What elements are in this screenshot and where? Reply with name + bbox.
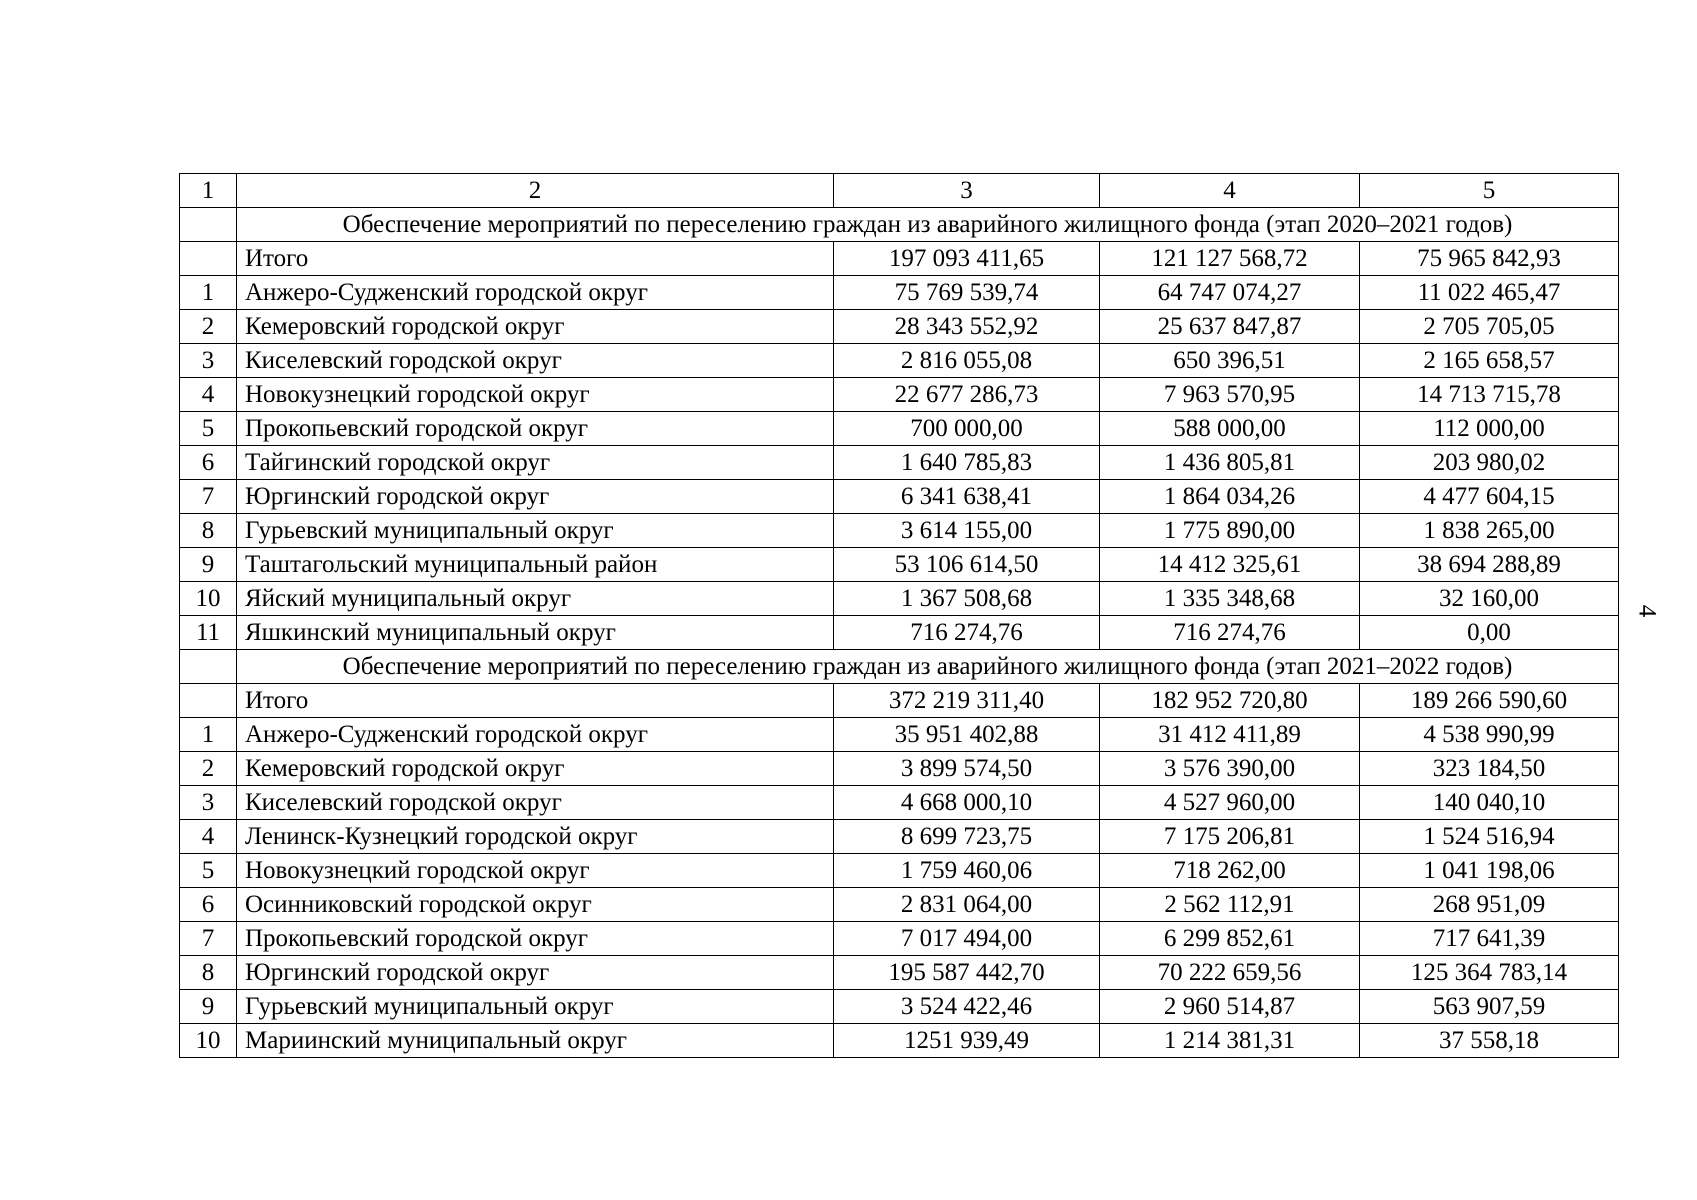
table-row [180, 718, 1619, 752]
row-number: 9 [180, 990, 237, 1024]
value-col3: 1 367 508,68 [834, 582, 1100, 616]
value-col5: 11 022 465,47 [1360, 276, 1619, 310]
total-number-cell [180, 684, 237, 718]
row-number: 3 [180, 786, 237, 820]
total-label: Итого [237, 684, 834, 718]
total-number-cell [180, 242, 237, 276]
value-col4: 25 637 847,87 [1100, 310, 1360, 344]
value-col5: 2 705 705,05 [1360, 310, 1619, 344]
value-col4: 14 412 325,61 [1100, 548, 1360, 582]
value-col4: 4 527 960,00 [1100, 786, 1360, 820]
municipality-name: Яшкинский муниципальный округ [237, 616, 834, 650]
municipality-name: Тайгинский городской округ [237, 446, 834, 480]
row-number: 9 [180, 548, 237, 582]
municipality-name: Ленинск-Кузнецкий городской округ [237, 820, 834, 854]
value-col5: 112 000,00 [1360, 412, 1619, 446]
table-row [180, 514, 1619, 548]
table-row [180, 854, 1619, 888]
municipality-name: Анжеро-Судженский городской округ [237, 718, 834, 752]
table-row [180, 480, 1619, 514]
section-title: Обеспечение мероприятий по переселению граждан из аварийного жилищного фонда (этап 2021–2022 годов) [237, 650, 1619, 684]
value-col3: 1 759 460,06 [834, 854, 1100, 888]
total-row [180, 242, 1619, 276]
column-header-5: 5 [1360, 174, 1619, 208]
table-row [180, 412, 1619, 446]
table-row [180, 820, 1619, 854]
value-col5: 717 641,39 [1360, 922, 1619, 956]
total-value-col4: 121 127 568,72 [1100, 242, 1360, 276]
value-col3: 8 699 723,75 [834, 820, 1100, 854]
municipality-name: Гурьевский муниципальный округ [237, 990, 834, 1024]
value-col4: 7 175 206,81 [1100, 820, 1360, 854]
municipality-name: Прокопьевский городской округ [237, 922, 834, 956]
value-col5: 2 165 658,57 [1360, 344, 1619, 378]
municipality-name: Осинниковский городской округ [237, 888, 834, 922]
column-header-2: 2 [237, 174, 834, 208]
row-number: 1 [180, 718, 237, 752]
table-row [180, 582, 1619, 616]
value-col5: 1 041 198,06 [1360, 854, 1619, 888]
table-row [180, 378, 1619, 412]
value-col5: 203 980,02 [1360, 446, 1619, 480]
total-value-col3: 372 219 311,40 [834, 684, 1100, 718]
value-col4: 1 864 034,26 [1100, 480, 1360, 514]
municipality-name: Мариинский муниципальный округ [237, 1024, 834, 1058]
value-col4: 650 396,51 [1100, 344, 1360, 378]
value-col3: 7 017 494,00 [834, 922, 1100, 956]
table-row [180, 446, 1619, 480]
value-col4: 2 960 514,87 [1100, 990, 1360, 1024]
table-row [180, 1024, 1619, 1058]
row-number: 10 [180, 582, 237, 616]
municipality-name: Таштагольский муниципальный район [237, 548, 834, 582]
row-number: 2 [180, 752, 237, 786]
row-number: 8 [180, 956, 237, 990]
value-col3: 3 899 574,50 [834, 752, 1100, 786]
value-col5: 4 477 604,15 [1360, 480, 1619, 514]
municipality-name: Киселевский городской округ [237, 344, 834, 378]
row-number: 11 [180, 616, 237, 650]
value-col3: 1 640 785,83 [834, 446, 1100, 480]
municipality-name: Анжеро-Судженский городской округ [237, 276, 834, 310]
row-number: 2 [180, 310, 237, 344]
table-row [180, 990, 1619, 1024]
table-row [180, 922, 1619, 956]
value-col5: 38 694 288,89 [1360, 548, 1619, 582]
table-row [180, 786, 1619, 820]
value-col4: 2 562 112,91 [1100, 888, 1360, 922]
table-row [180, 752, 1619, 786]
row-number: 5 [180, 412, 237, 446]
row-number: 1 [180, 276, 237, 310]
value-col3: 6 341 638,41 [834, 480, 1100, 514]
value-col3: 1251 939,49 [834, 1024, 1100, 1058]
value-col5: 1 524 516,94 [1360, 820, 1619, 854]
value-col5: 37 558,18 [1360, 1024, 1619, 1058]
value-col4: 1 214 381,31 [1100, 1024, 1360, 1058]
municipality-name: Новокузнецкий городской округ [237, 378, 834, 412]
row-number: 3 [180, 344, 237, 378]
value-col4: 64 747 074,27 [1100, 276, 1360, 310]
value-col4: 6 299 852,61 [1100, 922, 1360, 956]
section-number-cell [180, 208, 237, 242]
value-col4: 1 436 805,81 [1100, 446, 1360, 480]
municipality-name: Прокопьевский городской округ [237, 412, 834, 446]
section-title: Обеспечение мероприятий по переселению граждан из аварийного жилищного фонда (этап 2020–2021 годов) [237, 208, 1619, 242]
value-col3: 700 000,00 [834, 412, 1100, 446]
municipality-name: Юргинский городской округ [237, 956, 834, 990]
row-number: 10 [180, 1024, 237, 1058]
table-row [180, 956, 1619, 990]
column-header-4: 4 [1100, 174, 1360, 208]
column-number-header-row [180, 174, 1619, 208]
value-col3: 716 274,76 [834, 616, 1100, 650]
value-col5: 140 040,10 [1360, 786, 1619, 820]
municipality-name: Юргинский городской округ [237, 480, 834, 514]
value-col5: 323 184,50 [1360, 752, 1619, 786]
value-col3: 3 524 422,46 [834, 990, 1100, 1024]
municipality-name: Новокузнецкий городской округ [237, 854, 834, 888]
municipality-name: Яйский муниципальный округ [237, 582, 834, 616]
value-col3: 2 831 064,00 [834, 888, 1100, 922]
municipality-name: Кемеровский городской округ [237, 752, 834, 786]
total-row [180, 684, 1619, 718]
total-value-col5: 75 965 842,93 [1360, 242, 1619, 276]
value-col4: 31 412 411,89 [1100, 718, 1360, 752]
row-number: 4 [180, 378, 237, 412]
value-col4: 588 000,00 [1100, 412, 1360, 446]
row-number: 7 [180, 922, 237, 956]
column-header-1: 1 [180, 174, 237, 208]
value-col4: 718 262,00 [1100, 854, 1360, 888]
municipality-name: Кемеровский городской округ [237, 310, 834, 344]
value-col4: 3 576 390,00 [1100, 752, 1360, 786]
value-col3: 22 677 286,73 [834, 378, 1100, 412]
value-col3: 28 343 552,92 [834, 310, 1100, 344]
table-row [180, 344, 1619, 378]
value-col5: 563 907,59 [1360, 990, 1619, 1024]
value-col3: 4 668 000,10 [834, 786, 1100, 820]
municipality-name: Киселевский городской округ [237, 786, 834, 820]
value-col4: 70 222 659,56 [1100, 956, 1360, 990]
total-value-col3: 197 093 411,65 [834, 242, 1100, 276]
table-row [180, 548, 1619, 582]
value-col4: 7 963 570,95 [1100, 378, 1360, 412]
value-col4: 1 775 890,00 [1100, 514, 1360, 548]
value-col5: 0,00 [1360, 616, 1619, 650]
column-header-3: 3 [834, 174, 1100, 208]
total-value-col4: 182 952 720,80 [1100, 684, 1360, 718]
section-number-cell [180, 650, 237, 684]
table-row [180, 276, 1619, 310]
row-number: 7 [180, 480, 237, 514]
value-col3: 35 951 402,88 [834, 718, 1100, 752]
value-col3: 75 769 539,74 [834, 276, 1100, 310]
value-col5: 125 364 783,14 [1360, 956, 1619, 990]
value-col3: 3 614 155,00 [834, 514, 1100, 548]
municipality-name: Гурьевский муниципальный округ [237, 514, 834, 548]
value-col3: 53 106 614,50 [834, 548, 1100, 582]
table-row [180, 888, 1619, 922]
total-label: Итого [237, 242, 834, 276]
table-row [180, 616, 1619, 650]
total-value-col5: 189 266 590,60 [1360, 684, 1619, 718]
value-col3: 2 816 055,08 [834, 344, 1100, 378]
value-col3: 195 587 442,70 [834, 956, 1100, 990]
row-number: 8 [180, 514, 237, 548]
row-number: 5 [180, 854, 237, 888]
row-number: 6 [180, 888, 237, 922]
value-col5: 14 713 715,78 [1360, 378, 1619, 412]
value-col4: 716 274,76 [1100, 616, 1360, 650]
value-col4: 1 335 348,68 [1100, 582, 1360, 616]
value-col5: 268 951,09 [1360, 888, 1619, 922]
value-col5: 32 160,00 [1360, 582, 1619, 616]
row-number: 6 [180, 446, 237, 480]
page-number: 4 [1633, 604, 1661, 618]
funding-table [179, 173, 1619, 1058]
value-col5: 1 838 265,00 [1360, 514, 1619, 548]
row-number: 4 [180, 820, 237, 854]
table-row [180, 310, 1619, 344]
section-title-row [180, 650, 1619, 684]
funding-table-body [180, 174, 1619, 1058]
section-title-row [180, 208, 1619, 242]
value-col5: 4 538 990,99 [1360, 718, 1619, 752]
